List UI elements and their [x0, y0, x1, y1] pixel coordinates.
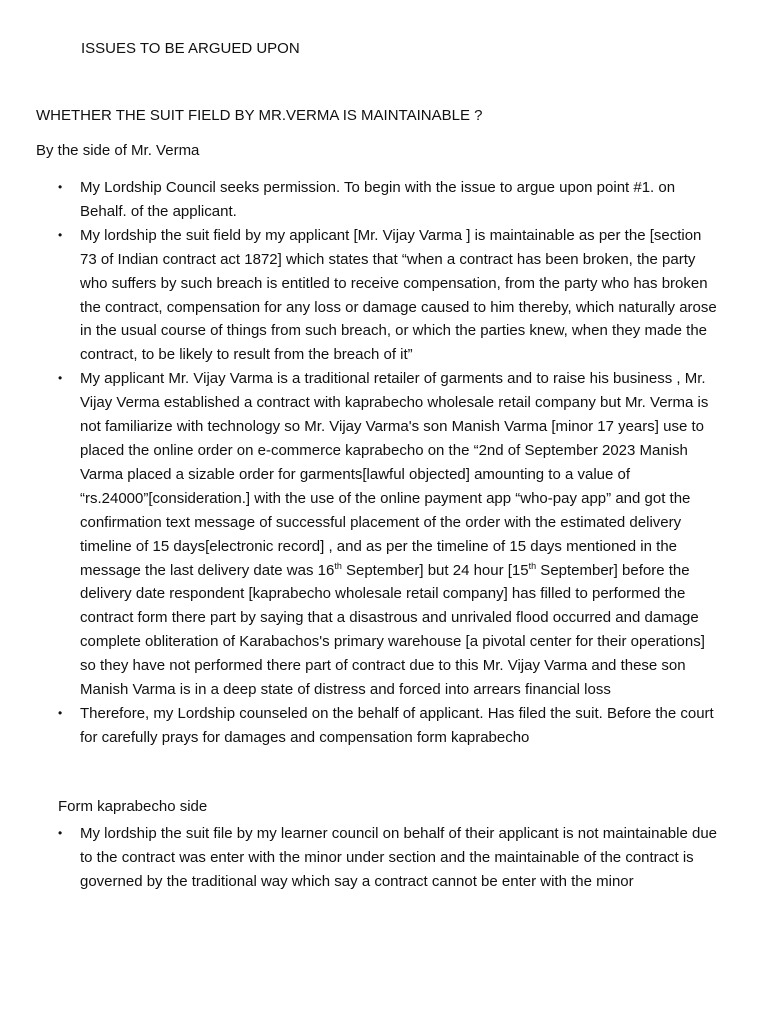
list-item: [58, 702, 718, 750]
bullet-icon: •: [58, 180, 63, 194]
ordinal-suffix: th: [334, 560, 342, 571]
bullet-icon: •: [58, 826, 63, 840]
point-text-part: September] before the delivery date respondent [kaprabecho wholesale retail company] has filled to performed the contract form there part by saying that a disastrous and unrivaled flood occurred and damage complete obliteration of Karabachos's primary warehouse [a pivotal center for their operations] so they have not performed there part of contract due to this Mr. Vijay Varma and these son Manish Varma is in a deep state of distress and forced into arrears financial loss: [80, 561, 705, 699]
point-text: My lordship the suit field by my applicant [Mr. Vijay Varma ] is maintainable as per the [section 73 of Indian contract act 1872] which states that “when a contract has been broken, the party who suffers by such breach is entitled to receive compensation, from the party who has broken the contract, compensation for any loss or damage caused to him thereby, which naturally arose in the usual course of things from such breach, or which the parties knew, when they made the contract, to be likely to result from the breach of it”: [80, 226, 717, 364]
list-item: [58, 822, 718, 894]
issue-question: WHETHER THE SUIT FIELD BY MR.VERMA IS MAINTAINABLE ?: [36, 107, 483, 124]
point-text: Therefore, my Lordship counseled on the behalf of applicant. Has filed the suit. Before the court for carefully prays for damages and compensation form kaprabecho: [80, 704, 714, 746]
side-kaprabecho-points: [58, 822, 718, 894]
bullet-icon: •: [58, 227, 63, 242]
issues-heading: ISSUES TO BE ARGUED UPON: [81, 40, 300, 57]
ordinal-suffix: th: [528, 560, 537, 571]
point-text: My Lordship Council seeks permission. To begin with the issue to argue upon point #1. on Behalf. of the applicant.: [80, 179, 676, 220]
bullet-icon: •: [58, 705, 63, 720]
side-verma-label: By the side of Mr. Verma: [36, 142, 200, 159]
point-text: My lordship the suit file by my learner council on behalf of their applicant is not maintainable due to the contract was enter with the minor under section and the maintainable of the contract is governed by the traditional way which say a contract cannot be enter with the minor: [80, 825, 718, 890]
list-item: [58, 367, 718, 702]
list-item: [58, 224, 718, 367]
side-kaprabecho-label: Form kaprabecho side: [58, 798, 208, 815]
point-text-part: My applicant Mr. Vijay Varma is a traditional retailer of garments and to raise his business , Mr. Vijay Verma established a contract with kaprabecho wholesale retail company but Mr. Verma is not familiarize with technology so Mr. Vijay Varma's son Manish Varma [minor 17 years] use to placed the online order on e-commerce kaprabecho on the “2nd of September 2023 Manish Varma placed a sizable order for garments[lawful objected] amounting to a value of “rs.24000”[consideration.] with the use of the online payment app “who-pay app” and got the confirmation text message of successful placement of the order with the estimated delivery timeline of 15 days[electronic record] , and as per the timeline of 15 days mentioned in the message the last delivery date was 16: [80, 370, 709, 579]
list-item: [58, 176, 718, 224]
side-verma-points: [58, 176, 718, 750]
bullet-icon: •: [58, 371, 63, 386]
point-text: [80, 367, 718, 702]
point-text-part: September] but 24 hour [15: [341, 561, 529, 579]
